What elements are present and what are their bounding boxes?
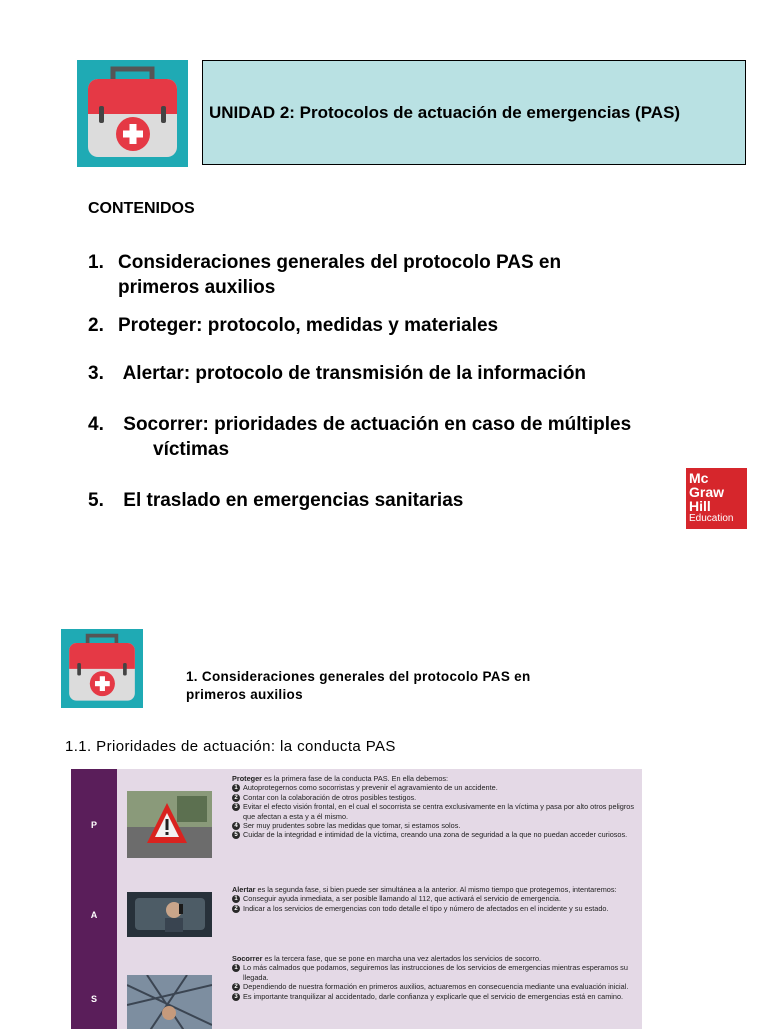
toc-item-1 (88, 250, 561, 300)
toc-text: El traslado en emergencias sanitarias (118, 490, 464, 511)
contents-heading: CONTENIDOS (88, 200, 195, 217)
pas-letter: A (71, 880, 117, 949)
section-title (186, 668, 531, 704)
toc-text: Alertar: protocolo de transmisión de la información (118, 363, 587, 384)
section-title-line: 1. Consideraciones generales del protocolo PAS en (186, 669, 531, 684)
list-item: 2 Contar con la colaboración de otros posibles testigos. (232, 793, 636, 802)
lead-text: es la primera fase de la conducta PAS. En ella debemos: (262, 774, 449, 783)
lead-bold: Alertar (232, 885, 256, 894)
toc-number: 4. (88, 414, 104, 435)
toc-item-5 (88, 488, 463, 513)
toc-text-continued: víctimas (153, 439, 230, 460)
pas-text-socorrer (232, 954, 636, 1001)
lead-bold: Socorrer (232, 954, 263, 963)
pas-table (71, 769, 642, 1029)
warning-triangle-photo (127, 791, 212, 858)
toc-item-2 (88, 313, 498, 338)
logo-line: Education (689, 513, 734, 524)
toc-text: Consideraciones generales del protocolo PAS en (118, 252, 562, 273)
subsection-title: 1.1. Prioridades de actuación: la conducta PAS (65, 738, 396, 755)
toc-text-continued: primeros auxilios (118, 277, 276, 298)
list-item: 1 Autoprotegernos como socorristas y prevenir el agravamiento de un accidente. (232, 783, 636, 792)
mcgraw-hill-logo (686, 468, 747, 529)
pas-row-socorrer (71, 949, 642, 1029)
lead-text: es la segunda fase, si bien puede ser simultánea a la anterior. Al mismo tiempo que protegemos, intentaremos: (255, 885, 617, 894)
toc-number: 3. (88, 363, 104, 384)
list-item: 1 Lo más calmados que podamos, seguiremos las instrucciones de los servicios de emergencias mientras esperamos su llegada. (232, 963, 636, 982)
pas-text-proteger (232, 774, 636, 840)
pas-letter: S (71, 949, 117, 1029)
list-item: 3 Evitar el efecto visión frontal, en el cual el socorrista se centra exclusivamente en la víctima y pasa por alto otros peligros que afectan a esta y a él mismo. (232, 802, 636, 821)
phone-call-photo (127, 892, 212, 937)
toc-number: 1. (88, 252, 104, 273)
toc-text: Socorrer: prioridades de actuación en caso de múltiples (118, 414, 632, 435)
logo-line: Graw (689, 484, 725, 500)
list-item: 3 Es importante tranquilizar al accidentado, darle confianza y explicarle que el servicio de emergencias está en camino. (232, 992, 636, 1001)
lead-text: es la tercera fase, que se pone en marcha una vez alertados los servicios de socorro. (262, 954, 542, 963)
lead-bold: Proteger (232, 774, 263, 783)
pas-letter: P (71, 769, 117, 880)
list-item: 2 Indicar a los servicios de emergencias con todo detalle el tipo y número de afectados en el incidente y su estado. (232, 904, 636, 913)
toc-text: Proteger: protocolo, medidas y materiales (118, 315, 499, 336)
toc-number: 2. (88, 315, 104, 336)
pas-row-alertar (71, 880, 642, 950)
list-item: 5 Cuidar de la integridad e intimidad de la víctima, creando una zona de seguridad a la que no puedan acceder curiosos. (232, 830, 636, 839)
pas-text-alertar (232, 885, 636, 913)
first-aid-kit-icon (77, 60, 188, 167)
logo-line: Mc (689, 470, 709, 486)
toc-item-4 (88, 412, 631, 462)
rescue-photo (127, 975, 212, 1029)
list-item: 2 Dependiendo de nuestra formación en primeros auxilios, actuaremos en consecuencia mediante una evaluación inicial. (232, 982, 636, 991)
toc-item-3 (88, 361, 586, 386)
section-title-line: primeros auxilios (186, 687, 303, 702)
toc-number: 5. (88, 490, 104, 511)
list-item: 4 Ser muy prudentes sobre las medidas que tomar, si estamos solos. (232, 821, 636, 830)
pas-row-proteger (71, 769, 642, 881)
list-item: 1 Conseguir ayuda inmediata, a ser posible llamando al 112, que activará el servicio de emergencia. (232, 894, 636, 903)
first-aid-kit-icon (61, 629, 143, 708)
unit-title: UNIDAD 2: Protocolos de actuación de emergencias (PAS) (202, 60, 746, 165)
logo-line: Hill (689, 498, 711, 514)
